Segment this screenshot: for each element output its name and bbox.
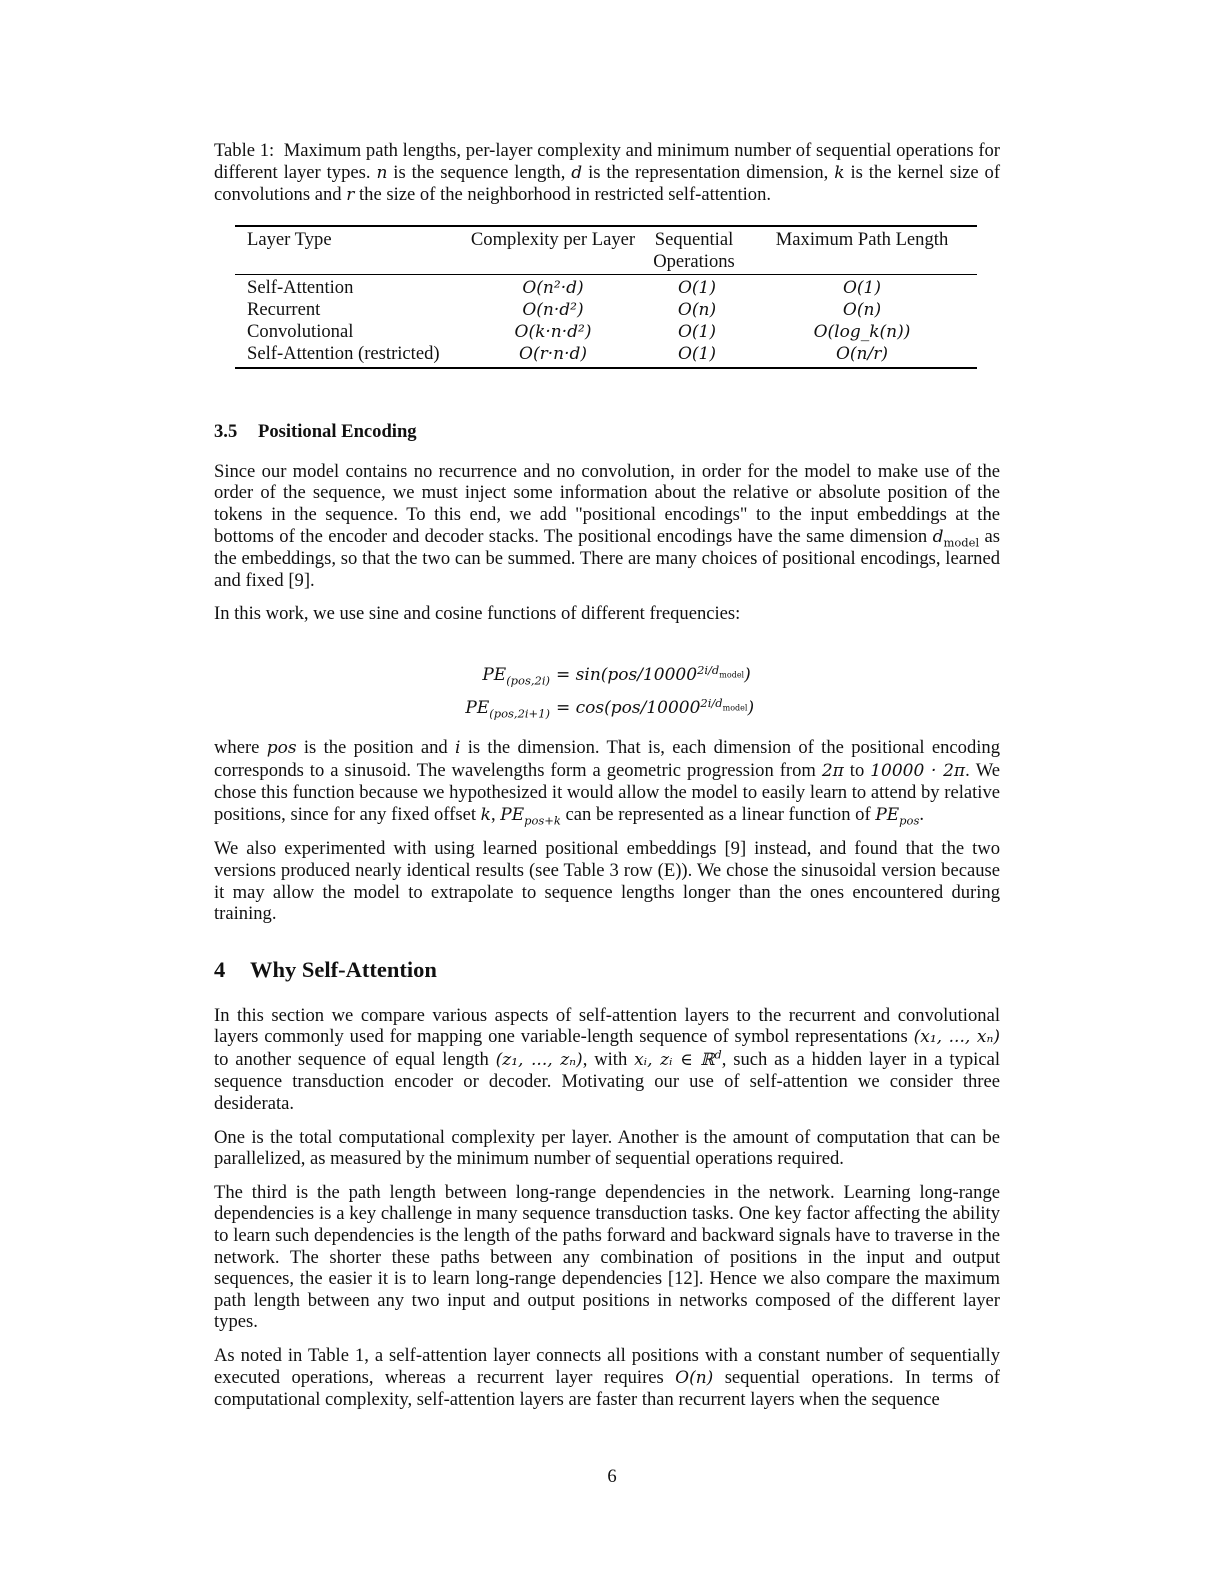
table-row: Recurrent O(n·d²) O(n) O(n) — [247, 298, 882, 320]
why-sa-paragraph-1: In this section we compare various aspects of self-attention layers to the recurrent and convolutional layers commonly used for mapping one variable-length sequence of symbol representations (x₁, ..., xₙ) to another sequence of equal length (z₁, ..., zₙ), with xᵢ, zᵢ ∈ ℝ$^d$, such as a hidden layer in a typical sequence transduction encoder or decoder. Motivating our use of self-attention we consider three desiderata. — [214, 1004, 1000, 1115]
table-row: Convolutional O(k·n·d²) O(1) O(log_k(n)) — [247, 320, 911, 342]
paper-page — [214, 140, 1000, 1423]
why-sa-paragraph-2: One is the total computational complexity per layer. Another is the amount of computation that can be parallelized, as measured by the minimum number of sequential operations required. — [214, 1126, 1000, 1170]
col-header-layer-type: Layer Type — [247, 228, 332, 250]
why-sa-paragraph-3: The third is the path length between long-range dependencies in the network. Learning long-range dependencies is a key challenge in many sequence transduction tasks. One key factor affecting the ability to learn such dependencies is the length of the paths forward and backward signals have to traverse in the network. The shorter these paths between any combination of positions in the input and output sequences, the easier it is to learn long-range dependencies [12]. Hence we also compare the maximum path length between any two input and output positions in networks composed of the different layer types. — [214, 1181, 1000, 1333]
pe-paragraph-2: In this work, we use sine and cosine functions of different frequencies: — [214, 603, 741, 625]
col-header-sequential: Sequential Operations — [653, 228, 735, 272]
section-3-5-heading: 3.5 Positional Encoding — [214, 420, 417, 442]
d-model-symbol: $d_{model}$ — [932, 526, 980, 549]
section-4-heading: 4 Why Self-Attention — [214, 956, 437, 982]
pe-paragraph-4: We also experimented with using learned positional embeddings [9] instead, and found that the two versions produced nearly identical results (see Table 3 row (E)). We chose the sinusoidal version because it may allow the model to extrapolate to sequence lengths longer than the ones encountered during training. — [214, 838, 1000, 925]
equation-sin: $PE_{(pos,2i)}$ = $\sin(pos/10000^{2i/d_{model}})$ — [482, 662, 751, 688]
table-row: Self-Attention (restricted) O(r·n·d) O(1) O(n/r) — [247, 342, 888, 364]
complexity-table — [235, 225, 977, 369]
table-row: Self-Attention O(n²·d) O(1) O(1) — [247, 276, 882, 298]
equation-cos: $PE_{(pos,2i+1)}$ = $\cos(pos/10000^{2i/d_{model}})$ — [465, 695, 755, 721]
pe-paragraph-1: Since our model contains no recurrence and no convolution, in order for the model to make use of the order of the sequence, we must inject some information about the relative or absolute position of the tokens in the sequence. To this end, we add "positional encodings" to the input embeddings at the bottoms of the encoder and decoder stacks. The positional encodings have the same dimension $d_{model}$ as the embeddings, so that the two can be summed. There are many choices of positional encodings, learned and fixed [9]. — [214, 460, 1000, 591]
why-sa-paragraph-4: As noted in Table 1, a self-attention layer connects all positions with a constant number of sequentially executed operations, whereas a recurrent layer requires O(n) sequential operations. In terms of computational complexity, self-attention layers are faster than recurrent layers when the sequence — [214, 1345, 1000, 1411]
table-1-caption: Table 1: Maximum path lengths, per-layer complexity and minimum number of sequential operations for different layer types. n is the sequence length, d is the representation dimension, k is the kernel size of convolutions and r the size of the neighborhood in restricted self-attention. — [214, 140, 1001, 206]
pe-paragraph-3: where pos is the position and i is the dimension. That is, each dimension of the positional encoding corresponds to a sinusoid. The wavelengths form a geometric progression from 2π to 10000 · 2π. We chose this function because we hypothesized it would allow the model to easily learn to attend by relative positions, since for any fixed offset k, $PE_{pos+k}$ can be represented as a linear function of $PE_{pos}$. — [214, 736, 1001, 828]
page-number: 6 — [607, 1466, 617, 1487]
col-header-complexity: Complexity per Layer — [470, 228, 636, 250]
pe-equations — [214, 659, 1000, 725]
col-header-path-length: Maximum Path Length — [775, 228, 949, 250]
